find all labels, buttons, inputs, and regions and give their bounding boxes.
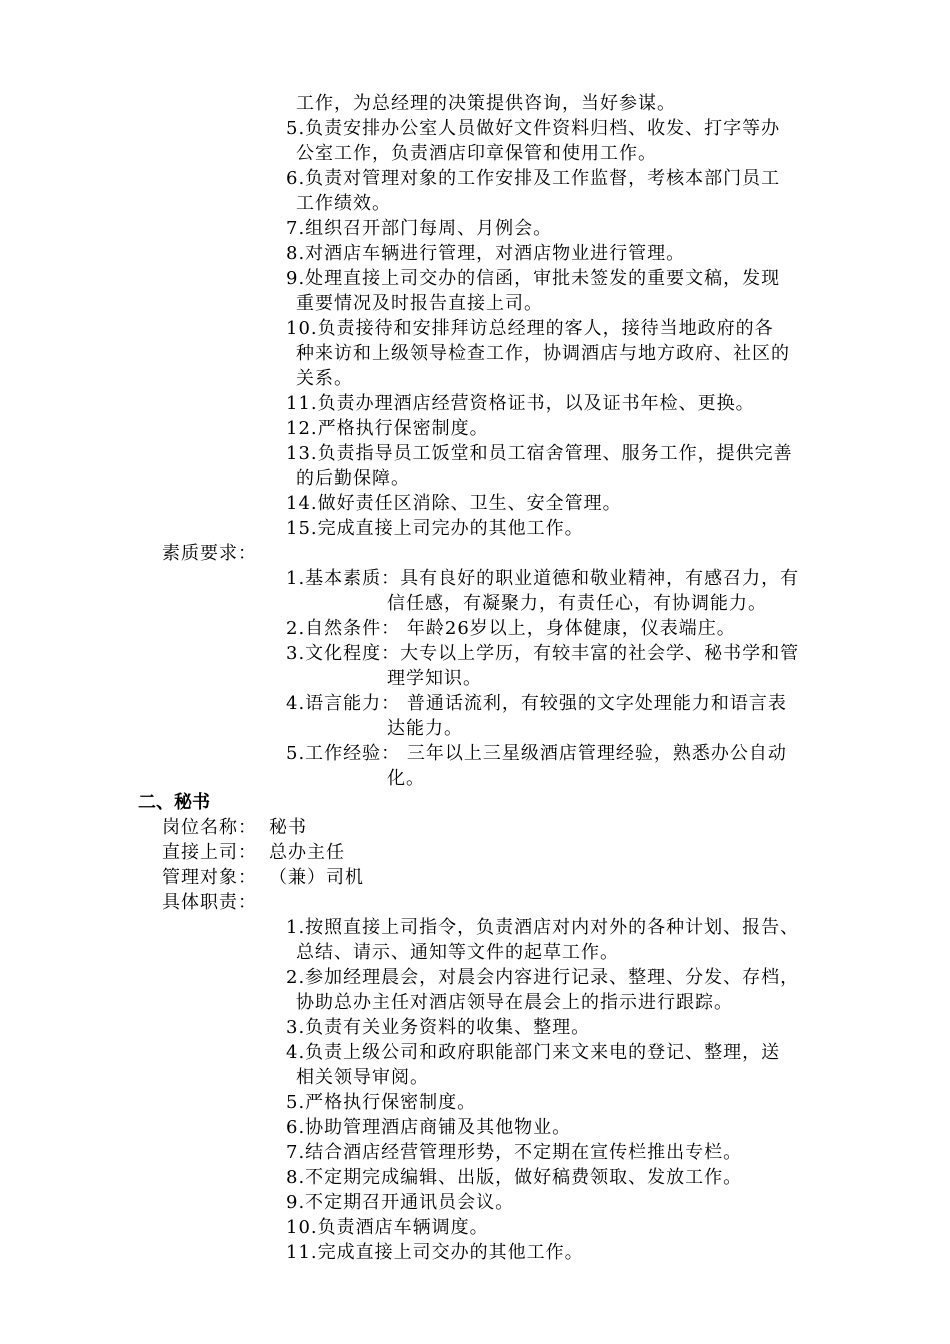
quality-item-5: 5.工作经验： 三年以上三星级酒店管理经验，熟悉办公自动: [286, 743, 787, 764]
secretary-duty-10: 10.负责酒店车辆调度。: [286, 1217, 489, 1238]
superior-value: 总办主任: [269, 842, 345, 863]
post-name-label: 岗位名称：: [162, 817, 257, 838]
post-name-row: [162, 816, 307, 841]
quality-item-1-cont: 信任感，有凝聚力，有责任心，有协调能力。: [387, 593, 767, 614]
duty-item-9-cont: 重要情况及时报告直接上司。: [296, 293, 543, 314]
quality-item-3-cont: 理学知识。: [387, 668, 482, 689]
secretary-duty-2: 2.参加经理晨会，对晨会内容进行记录、整理、分发、存档，: [286, 967, 800, 988]
duty-item-10-cont2: 关系。: [296, 368, 353, 389]
secretary-duty-8: 8.不定期完成编辑、出版，做好稿费领取、发放工作。: [286, 1167, 743, 1188]
duty-item-7: 7.组织召开部门每周、月例会。: [286, 218, 553, 239]
quality-item-1: 1.基本素质：具有良好的职业道德和敬业精神，有感召力，有: [286, 568, 800, 589]
secretary-duty-1: 1.按照直接上司指令，负责酒店对内对外的各种计划、报告、: [286, 917, 800, 938]
duty-item-14: 14.做好责任区消除、卫生、安全管理。: [286, 493, 622, 514]
post-name-value: 秘书: [269, 817, 307, 838]
manages-row: [162, 866, 364, 891]
superior-label: 直接上司：: [162, 842, 257, 863]
secretary-duty-6: 6.协助管理酒店商铺及其他物业。: [286, 1117, 572, 1138]
secretary-duty-1-cont: 总结、请示、通知等文件的起草工作。: [296, 942, 619, 963]
duty-item-6-cont: 工作绩效。: [296, 193, 391, 214]
secretary-duty-2-cont: 协助总办主任对酒店领导在晨会上的指示进行跟踪。: [296, 992, 733, 1013]
duty-item-5: 5.负责安排办公室人员做好文件资料归档、收发、打字等办: [286, 118, 781, 139]
duty-item-10-cont: 种来访和上级领导检查工作，协调酒店与地方政府、社区的: [296, 343, 790, 364]
duty-item-12: 12.严格执行保密制度。: [286, 418, 489, 439]
duties-label: 具体职责：: [162, 892, 257, 913]
quality-item-3: 3.文化程度：大专以上学历，有较丰富的社会学、秘书学和管: [286, 643, 800, 664]
duty-item-6: 6.负责对管理对象的工作安排及工作监督，考核本部门员工: [286, 168, 781, 189]
quality-label: 素质要求：: [162, 543, 257, 564]
quality-item-2: 2.自然条件： 年龄26岁以上，身体健康，仪表端庄。: [286, 618, 736, 639]
secretary-duty-3: 3.负责有关业务资料的收集、整理。: [286, 1017, 591, 1038]
manages-value: （兼）司机: [269, 867, 364, 888]
duty-item-15: 15.完成直接上司完办的其他工作。: [286, 518, 584, 539]
secretary-duty-7: 7.结合酒店经营管理形势，不定期在宣传栏推出专栏。: [286, 1142, 743, 1163]
manages-label: 管理对象：: [162, 867, 257, 888]
secretary-duty-9: 9.不定期召开通讯员会议。: [286, 1192, 515, 1213]
superior-row: [162, 841, 345, 866]
duty-item-11: 11.负责办理酒店经营资格证书，以及证书年检、更换。: [286, 393, 755, 414]
duty-item-5-cont: 公室工作，负责酒店印章保管和使用工作。: [296, 143, 657, 164]
duty-continuation: 工作，为总经理的决策提供咨询，当好参谋。: [296, 93, 676, 114]
section-heading-secretary: 二、秘书: [138, 792, 210, 813]
quality-item-4-cont: 达能力。: [387, 718, 463, 739]
secretary-duty-5: 5.严格执行保密制度。: [286, 1092, 477, 1113]
quality-item-4: 4.语言能力： 普通话流利，有较强的文字处理能力和语言表: [286, 693, 787, 714]
secretary-duty-11: 11.完成直接上司交办的其他工作。: [286, 1242, 584, 1263]
secretary-duty-4-cont: 相关领导审阅。: [296, 1067, 429, 1088]
quality-item-5-cont: 化。: [387, 768, 425, 789]
duty-item-13: 13.负责指导员工饭堂和员工宿舍管理、服务工作，提供完善: [286, 443, 793, 464]
duty-item-9: 9.处理直接上司交办的信函，审批未签发的重要文稿，发现: [286, 268, 781, 289]
duty-item-13-cont: 的后勤保障。: [296, 468, 410, 489]
duty-item-8: 8.对酒店车辆进行管理，对酒店物业进行管理。: [286, 243, 686, 264]
duty-item-10: 10.负责接待和安排拜访总经理的客人，接待当地政府的各: [286, 318, 774, 339]
secretary-duty-4: 4.负责上级公司和政府职能部门来文来电的登记、整理，送: [286, 1042, 781, 1063]
